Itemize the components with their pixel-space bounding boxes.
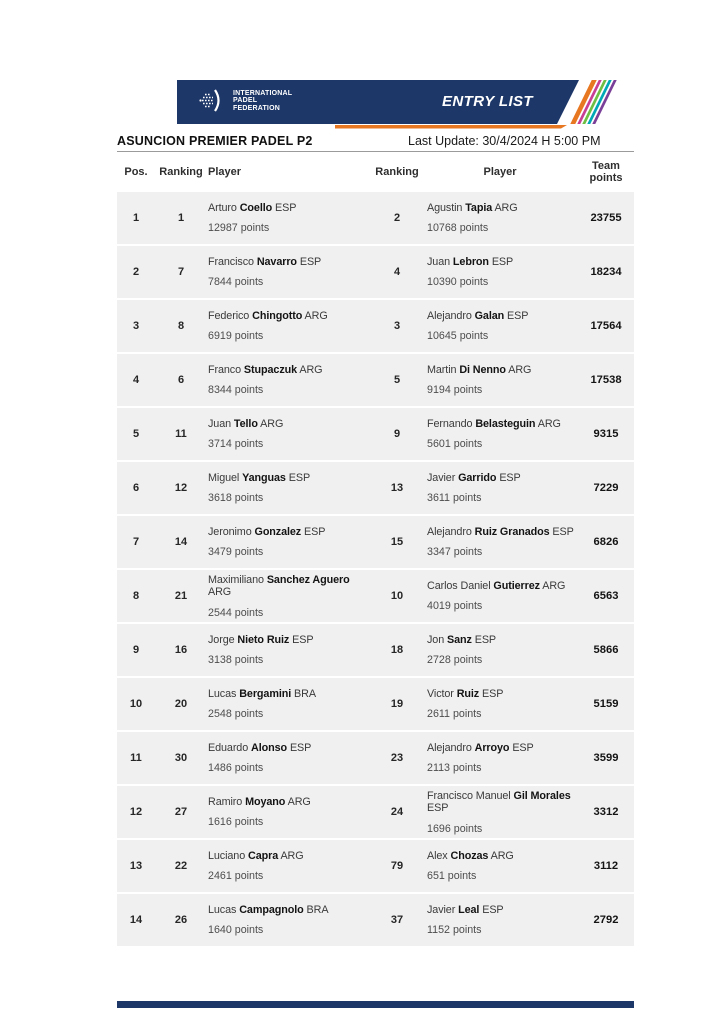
ranking-cell-1: 6	[177, 374, 185, 386]
player-country: ESP	[299, 255, 322, 268]
player-points: 6919 points	[208, 330, 264, 343]
player-name	[208, 796, 370, 809]
player-cell-1	[207, 570, 372, 622]
player-given-name: Ramiro	[208, 795, 243, 808]
table-row	[117, 624, 634, 676]
last-update-text: Last Update: 30/4/2024 H 5:00 PM	[408, 134, 601, 148]
player-given-name: Franco	[208, 363, 242, 376]
player-cell-1	[207, 462, 372, 514]
player-family-name: Chozas	[450, 849, 489, 862]
player-country: ESP	[292, 633, 314, 646]
ranking-cell-1: 7	[177, 266, 185, 278]
ranking-cell-2: 15	[390, 536, 404, 548]
table-body	[117, 192, 634, 946]
team-points-cell: 23755	[590, 212, 622, 224]
player-given-name: Jeronimo	[208, 525, 252, 538]
player-given-name: Javier	[427, 903, 456, 916]
player-family-name: Nieto Ruiz	[237, 633, 290, 646]
player-cell-2	[422, 354, 578, 406]
player-family-name: Chingotto	[252, 309, 303, 322]
player-points: 3611 points	[427, 492, 482, 505]
player-family-name: Gil Morales	[513, 789, 571, 802]
player-country: ESP	[499, 471, 521, 484]
player-cell-2	[422, 408, 578, 460]
player-points: 3138 points	[208, 654, 264, 667]
player-name	[427, 742, 576, 755]
player-family-name: Tello	[233, 417, 258, 430]
player-country: ARG	[490, 849, 514, 862]
player-cell-1	[207, 894, 372, 946]
player-given-name: Fernando	[427, 417, 473, 430]
team-points-cell: 3112	[593, 860, 619, 872]
player-country: ESP	[275, 201, 297, 214]
col-header-player-1: Player	[208, 165, 242, 178]
position-cell: 8	[132, 590, 140, 602]
player-given-name: Victor	[427, 687, 454, 700]
col-header-pos: Pos.	[124, 165, 148, 178]
player-given-name: Javier	[427, 471, 456, 484]
player-name	[208, 202, 370, 215]
player-family-name: Gonzalez	[254, 525, 302, 538]
player-family-name: Gutierrez	[493, 579, 540, 592]
player-family-name: Capra	[248, 849, 279, 862]
player-country: ESP	[482, 687, 504, 700]
player-country: ESP	[288, 471, 311, 484]
player-given-name: Miguel	[208, 471, 240, 484]
player-points: 1152 points	[427, 924, 482, 937]
table-row	[117, 300, 634, 352]
table-row	[117, 192, 634, 244]
logo-line-2: PADEL	[233, 97, 258, 105]
player-points: 2544 points	[208, 606, 264, 619]
player-given-name: Carlos Daniel	[427, 579, 491, 592]
player-cell-2	[422, 462, 578, 514]
ranking-cell-1: 20	[174, 698, 188, 710]
player-given-name: Lucas	[208, 903, 237, 916]
ranking-cell-2: 79	[390, 860, 404, 872]
player-cell-1	[207, 840, 372, 892]
player-family-name: Tapia	[465, 201, 493, 214]
player-family-name: Sanz	[447, 633, 472, 646]
col-header-player-2: Player	[483, 165, 517, 178]
table-row	[117, 246, 634, 298]
ipf-logo	[197, 86, 292, 116]
player-family-name: Belasteguin	[475, 417, 536, 430]
player-name	[427, 526, 576, 539]
player-name	[208, 256, 370, 269]
team-points-cell: 17538	[590, 374, 622, 386]
table-row	[117, 516, 634, 568]
player-given-name: Luciano	[208, 849, 246, 862]
team-points-cell: 17564	[590, 320, 622, 332]
player-country: ESP	[512, 741, 534, 754]
player-given-name: Agustin	[427, 201, 463, 214]
player-points: 12987 points	[208, 222, 270, 235]
ranking-cell-2: 18	[390, 644, 404, 656]
player-points: 3347 points	[427, 546, 483, 559]
position-cell: 5	[132, 428, 140, 440]
player-family-name: Ruiz Granados	[474, 525, 550, 538]
player-country: ARG	[299, 363, 323, 376]
player-cell-1	[207, 408, 372, 460]
ranking-cell-2: 2	[393, 212, 401, 224]
position-cell: 4	[132, 374, 140, 386]
player-country: ESP	[304, 525, 326, 538]
player-given-name: Alex	[427, 849, 448, 862]
player-points: 10390 points	[427, 276, 489, 289]
team-points-cell: 7229	[593, 482, 619, 494]
player-points: 9194 points	[427, 384, 483, 397]
player-cell-1	[207, 354, 372, 406]
player-name	[427, 256, 576, 269]
player-cell-2	[422, 732, 578, 784]
player-family-name: Coello	[239, 201, 273, 214]
player-country: ESP	[491, 255, 514, 268]
player-country: ARG	[304, 309, 328, 322]
team-points-cell: 2792	[593, 914, 619, 926]
position-cell: 9	[132, 644, 140, 656]
player-given-name: Alejandro	[427, 741, 472, 754]
position-cell: 14	[129, 914, 143, 926]
player-country: ESP	[552, 525, 574, 538]
player-country: BRA	[294, 687, 316, 700]
player-family-name: Bergamini	[239, 687, 292, 700]
page-title: ASUNCION PREMIER PADEL P2	[117, 134, 313, 148]
player-points: 8344 points	[208, 384, 264, 397]
player-points: 1616 points	[208, 816, 264, 829]
team-points-cell: 3599	[593, 752, 619, 764]
player-family-name: Moyano	[245, 795, 286, 808]
player-name	[208, 742, 370, 755]
ipf-banner	[177, 80, 579, 124]
player-name	[427, 904, 576, 917]
player-points: 1640 points	[208, 924, 264, 937]
ranking-cell-2: 4	[393, 266, 401, 278]
player-name	[427, 202, 576, 215]
player-country: ESP	[482, 903, 504, 916]
player-cell-2	[422, 786, 578, 838]
player-given-name: Lucas	[208, 687, 237, 700]
player-country: ESP	[474, 633, 497, 646]
player-points: 1486 points	[208, 762, 264, 775]
player-name	[208, 526, 370, 539]
team-points-cell: 6826	[593, 536, 619, 548]
player-name	[208, 418, 370, 431]
player-given-name: Francisco	[208, 255, 254, 268]
ipf-globe-icon	[197, 86, 227, 116]
ranking-cell-2: 13	[390, 482, 404, 494]
player-points: 2461 points	[208, 870, 264, 883]
ranking-cell-2: 9	[393, 428, 401, 440]
position-cell: 13	[129, 860, 143, 872]
col-header-ranking-2: Ranking	[375, 165, 419, 178]
player-country: ESP	[507, 309, 529, 322]
player-name	[208, 364, 370, 377]
table-row	[117, 570, 634, 622]
ranking-cell-1: 30	[174, 752, 188, 764]
player-name	[427, 688, 576, 701]
position-cell: 2	[132, 266, 140, 278]
player-points: 1696 points	[427, 822, 483, 835]
player-name	[427, 634, 576, 647]
player-name	[427, 310, 576, 323]
player-cell-2	[422, 678, 578, 730]
player-family-name: Garrido	[458, 471, 497, 484]
player-name	[208, 472, 370, 485]
player-name	[208, 310, 370, 323]
player-name	[427, 850, 576, 863]
position-cell: 10	[129, 698, 143, 710]
table-row	[117, 678, 634, 730]
player-name	[208, 574, 370, 599]
player-name	[427, 472, 576, 485]
player-points: 2611 points	[427, 708, 482, 721]
player-country: ESP	[289, 741, 312, 754]
player-cell-2	[422, 246, 578, 298]
player-points: 4019 points	[427, 600, 483, 613]
player-family-name: Sanchez Aguero	[266, 573, 350, 586]
entry-table	[117, 151, 634, 948]
ranking-cell-1: 12	[174, 482, 188, 494]
footer-bar	[117, 1001, 634, 1008]
player-country: ARG	[494, 201, 518, 214]
player-cell-2	[422, 570, 578, 622]
player-country: ARG	[208, 586, 232, 598]
player-name	[427, 790, 576, 815]
player-country: BRA	[306, 903, 329, 916]
player-country: ARG	[280, 849, 304, 862]
player-family-name: Campagnolo	[239, 903, 304, 916]
player-country: ARG	[287, 795, 311, 808]
ranking-cell-2: 10	[390, 590, 404, 602]
player-cell-1	[207, 300, 372, 352]
table-row	[117, 732, 634, 784]
ranking-cell-1: 21	[174, 590, 188, 602]
player-country: ARG	[542, 579, 566, 592]
player-family-name: Leal	[458, 903, 480, 916]
player-points: 3618 points	[208, 492, 264, 505]
ranking-cell-1: 8	[177, 320, 185, 332]
table-row	[117, 408, 634, 460]
ranking-cell-2: 3	[393, 320, 401, 332]
player-cell-1	[207, 192, 372, 244]
player-points: 10768 points	[427, 222, 489, 235]
player-name	[427, 580, 576, 593]
table-header	[117, 152, 634, 192]
table-row	[117, 786, 634, 838]
position-cell: 3	[132, 320, 140, 332]
player-family-name: Di Nenno	[459, 363, 506, 376]
player-cell-2	[422, 840, 578, 892]
player-family-name: Yanguas	[242, 471, 286, 484]
player-cell-1	[207, 624, 372, 676]
player-given-name: Francisco Manuel	[427, 789, 511, 802]
player-points: 5601 points	[427, 438, 483, 451]
ranking-cell-2: 24	[390, 806, 404, 818]
team-points-cell: 18234	[590, 266, 622, 278]
ipf-logo-text	[233, 90, 292, 113]
player-cell-1	[207, 246, 372, 298]
player-points: 3714 points	[208, 438, 264, 451]
player-points: 651 points	[427, 870, 477, 883]
decor-stripes	[570, 80, 616, 124]
player-family-name: Arroyo	[474, 741, 510, 754]
player-points: 3479 points	[208, 546, 264, 559]
player-family-name: Lebron	[452, 255, 489, 268]
team-points-cell: 3312	[593, 806, 619, 818]
orange-underline	[335, 125, 567, 129]
ranking-cell-1: 14	[174, 536, 188, 548]
player-family-name: Ruiz	[456, 687, 480, 700]
player-cell-2	[422, 624, 578, 676]
ranking-cell-1: 16	[174, 644, 188, 656]
player-family-name: Navarro	[256, 255, 297, 268]
table-row	[117, 840, 634, 892]
player-cell-2	[422, 516, 578, 568]
team-points-cell: 9315	[593, 428, 619, 440]
player-given-name: Eduardo	[208, 741, 249, 754]
ranking-cell-2: 37	[390, 914, 404, 926]
ranking-cell-2: 19	[390, 698, 404, 710]
position-cell: 6	[132, 482, 140, 494]
player-given-name: Martin	[427, 363, 457, 376]
team-points-cell: 5866	[593, 644, 619, 656]
player-points: 2728 points	[427, 654, 483, 667]
position-cell: 7	[132, 536, 140, 548]
player-given-name: Maximiliano	[208, 573, 264, 586]
player-given-name: Federico	[208, 309, 250, 322]
player-cell-1	[207, 786, 372, 838]
ranking-cell-2: 23	[390, 752, 404, 764]
player-cell-2	[422, 300, 578, 352]
team-points-cell: 6563	[593, 590, 619, 602]
table-row	[117, 462, 634, 514]
player-name	[427, 418, 576, 431]
player-family-name: Alonso	[251, 741, 288, 754]
player-given-name: Juan	[427, 255, 451, 268]
player-given-name: Alejandro	[427, 525, 472, 538]
player-family-name: Stupaczuk	[243, 363, 298, 376]
player-given-name: Arturo	[208, 201, 237, 214]
ranking-cell-1: 22	[174, 860, 188, 872]
logo-line-3: FEDERATION	[233, 104, 280, 112]
player-name	[208, 850, 370, 863]
ranking-cell-1: 26	[174, 914, 188, 926]
ranking-cell-1: 1	[177, 212, 185, 224]
player-cell-1	[207, 516, 372, 568]
ranking-cell-1: 27	[174, 806, 188, 818]
player-points: 10645 points	[427, 330, 489, 343]
col-header-ranking-1: Ranking	[159, 165, 203, 178]
player-given-name: Juan	[208, 417, 232, 430]
position-cell: 1	[132, 212, 140, 224]
table-row	[117, 894, 634, 946]
player-cell-1	[207, 732, 372, 784]
player-given-name: Jorge	[208, 633, 235, 646]
player-points: 2113 points	[427, 762, 482, 775]
position-cell: 11	[130, 752, 142, 764]
player-country: ARG	[260, 417, 284, 430]
player-given-name: Alejandro	[427, 309, 472, 322]
player-cell-2	[422, 894, 578, 946]
entry-list-label: ENTRY LIST	[442, 93, 533, 110]
ranking-cell-1: 11	[175, 428, 187, 440]
team-points-cell: 5159	[593, 698, 619, 710]
player-cell-2	[422, 192, 578, 244]
player-points: 2548 points	[208, 708, 264, 721]
ranking-cell-2: 5	[393, 374, 401, 386]
player-family-name: Galan	[474, 309, 505, 322]
table-row	[117, 354, 634, 406]
player-cell-1	[207, 678, 372, 730]
logo-line-1: INTERNATIONAL	[233, 89, 293, 97]
player-country: ARG	[537, 417, 561, 430]
player-name	[427, 364, 576, 377]
player-points: 7844 points	[208, 276, 264, 289]
player-country: ESP	[427, 802, 449, 814]
player-given-name: Jon	[427, 633, 445, 646]
player-name	[208, 904, 370, 917]
col-header-team-points: Team points	[589, 159, 623, 184]
position-cell: 12	[129, 806, 143, 818]
player-name	[208, 688, 370, 701]
player-country: ARG	[508, 363, 532, 376]
player-name	[208, 634, 370, 647]
